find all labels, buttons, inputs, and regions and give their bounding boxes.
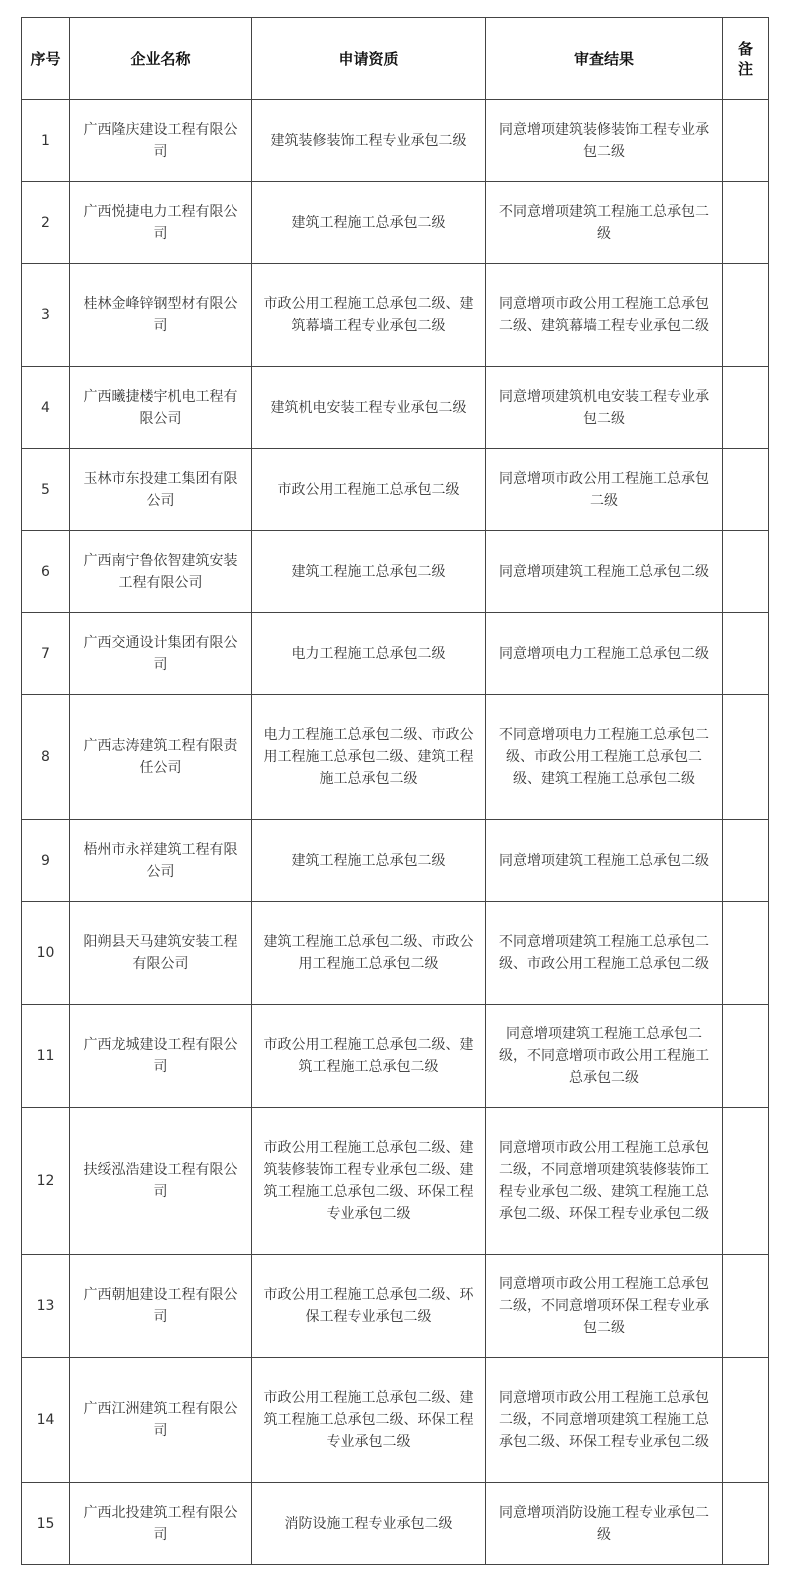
row-qualification: 建筑工程施工总承包二级 <box>252 182 486 264</box>
table-row <box>22 1005 769 1108</box>
row-company-name: 广西南宁鲁依智建筑安装工程有限公司 <box>70 531 252 613</box>
row-note <box>723 449 769 531</box>
table-row <box>22 1255 769 1358</box>
row-qualification: 建筑装修装饰工程专业承包二级 <box>252 100 486 182</box>
row-note <box>723 1358 769 1483</box>
row-review-result: 同意增项市政公用工程施工总承包二级 <box>486 449 723 531</box>
row-company-name: 广西北投建筑工程有限公司 <box>70 1483 252 1565</box>
row-company-name: 广西朝旭建设工程有限公司 <box>70 1255 252 1358</box>
row-company-name: 广西志涛建筑工程有限责任公司 <box>70 695 252 820</box>
row-qualification: 消防设施工程专业承包二级 <box>252 1483 486 1565</box>
row-company-name: 广西曦捷楼宇机电工程有限公司 <box>70 367 252 449</box>
row-review-result: 同意增项建筑工程施工总承包二级 <box>486 820 723 902</box>
table-row <box>22 1108 769 1255</box>
row-note <box>723 695 769 820</box>
table-row <box>22 182 769 264</box>
row-qualification: 建筑机电安装工程专业承包二级 <box>252 367 486 449</box>
header-note <box>723 18 769 100</box>
row-note <box>723 264 769 367</box>
header-qualification: 申请资质 <box>252 18 486 100</box>
row-qualification: 市政公用工程施工总承包二级、建筑工程施工总承包二级、环保工程专业承包二级 <box>252 1358 486 1483</box>
row-review-result: 不同意增项建筑工程施工总承包二级 <box>486 182 723 264</box>
row-qualification: 电力工程施工总承包二级 <box>252 613 486 695</box>
row-note <box>723 182 769 264</box>
row-company-name: 广西隆庆建设工程有限公司 <box>70 100 252 182</box>
table-row <box>22 1358 769 1483</box>
row-company-name: 广西江洲建筑工程有限公司 <box>70 1358 252 1483</box>
row-company-name: 阳朔县天马建筑安装工程有限公司 <box>70 902 252 1005</box>
row-company-name: 玉林市东投建工集团有限公司 <box>70 449 252 531</box>
header-company: 企业名称 <box>70 18 252 100</box>
row-note <box>723 1108 769 1255</box>
row-review-result: 同意增项电力工程施工总承包二级 <box>486 613 723 695</box>
row-qualification: 建筑工程施工总承包二级 <box>252 820 486 902</box>
row-note <box>723 1005 769 1108</box>
row-company-name: 扶绥泓浩建设工程有限公司 <box>70 1108 252 1255</box>
row-qualification: 建筑工程施工总承包二级 <box>252 531 486 613</box>
row-company-name: 广西交通设计集团有限公司 <box>70 613 252 695</box>
row-number: 15 <box>22 1483 70 1565</box>
row-company-name: 梧州市永祥建筑工程有限公司 <box>70 820 252 902</box>
row-review-result: 同意增项市政公用工程施工总承包二级，不同意增项建筑装修装饰工程专业承包二级、建筑工程施工总承包二级、环保工程专业承包二级 <box>486 1108 723 1255</box>
row-number: 5 <box>22 449 70 531</box>
table-row <box>22 613 769 695</box>
row-review-result: 同意增项市政公用工程施工总承包二级，不同意增项环保工程专业承包二级 <box>486 1255 723 1358</box>
row-number: 3 <box>22 264 70 367</box>
row-qualification: 市政公用工程施工总承包二级、建筑装修装饰工程专业承包二级、建筑工程施工总承包二级、环保工程专业承包二级 <box>252 1108 486 1255</box>
row-review-result: 同意增项建筑工程施工总承包二级，不同意增项市政公用工程施工总承包二级 <box>486 1005 723 1108</box>
row-note <box>723 902 769 1005</box>
row-qualification: 市政公用工程施工总承包二级、建筑工程施工总承包二级 <box>252 1005 486 1108</box>
row-qualification: 建筑工程施工总承包二级、市政公用工程施工总承包二级 <box>252 902 486 1005</box>
row-note <box>723 531 769 613</box>
table-row <box>22 902 769 1005</box>
row-note <box>723 1255 769 1358</box>
row-number: 12 <box>22 1108 70 1255</box>
row-company-name: 广西龙城建设工程有限公司 <box>70 1005 252 1108</box>
row-number: 10 <box>22 902 70 1005</box>
table-row <box>22 1483 769 1565</box>
row-review-result: 同意增项建筑装修装饰工程专业承包二级 <box>486 100 723 182</box>
review-results-table <box>21 17 769 1565</box>
row-review-result: 同意增项消防设施工程专业承包二级 <box>486 1483 723 1565</box>
row-number: 13 <box>22 1255 70 1358</box>
row-note <box>723 367 769 449</box>
row-note <box>723 820 769 902</box>
table-row <box>22 264 769 367</box>
row-note <box>723 613 769 695</box>
row-review-result: 同意增项建筑工程施工总承包二级 <box>486 531 723 613</box>
table-row <box>22 531 769 613</box>
row-number: 14 <box>22 1358 70 1483</box>
header-note-line1: 备 <box>737 39 753 58</box>
table-row <box>22 100 769 182</box>
row-number: 6 <box>22 531 70 613</box>
row-qualification: 市政公用工程施工总承包二级 <box>252 449 486 531</box>
row-number: 8 <box>22 695 70 820</box>
row-note <box>723 1483 769 1565</box>
row-review-result: 同意增项市政公用工程施工总承包二级、建筑幕墙工程专业承包二级 <box>486 264 723 367</box>
row-number: 9 <box>22 820 70 902</box>
row-note <box>723 100 769 182</box>
row-qualification: 市政公用工程施工总承包二级、环保工程专业承包二级 <box>252 1255 486 1358</box>
table-row <box>22 367 769 449</box>
row-review-result: 不同意增项建筑工程施工总承包二级、市政公用工程施工总承包二级 <box>486 902 723 1005</box>
row-number: 4 <box>22 367 70 449</box>
row-number: 11 <box>22 1005 70 1108</box>
row-number: 1 <box>22 100 70 182</box>
header-result: 审查结果 <box>486 18 723 100</box>
row-number: 2 <box>22 182 70 264</box>
row-qualification: 电力工程施工总承包二级、市政公用工程施工总承包二级、建筑工程施工总承包二级 <box>252 695 486 820</box>
table-row <box>22 449 769 531</box>
row-review-result: 同意增项建筑机电安装工程专业承包二级 <box>486 367 723 449</box>
row-qualification: 市政公用工程施工总承包二级、建筑幕墙工程专业承包二级 <box>252 264 486 367</box>
row-company-name: 广西悦捷电力工程有限公司 <box>70 182 252 264</box>
row-review-result: 不同意增项电力工程施工总承包二级、市政公用工程施工总承包二级、建筑工程施工总承包二级 <box>486 695 723 820</box>
row-number: 7 <box>22 613 70 695</box>
table-row <box>22 695 769 820</box>
header-note-line2: 注 <box>737 59 753 78</box>
header-row <box>22 18 769 100</box>
row-review-result: 同意增项市政公用工程施工总承包二级，不同意增项建筑工程施工总承包二级、环保工程专业承包二级 <box>486 1358 723 1483</box>
row-company-name: 桂林金峰锌钢型材有限公司 <box>70 264 252 367</box>
header-no: 序号 <box>22 18 70 100</box>
table-row <box>22 820 769 902</box>
